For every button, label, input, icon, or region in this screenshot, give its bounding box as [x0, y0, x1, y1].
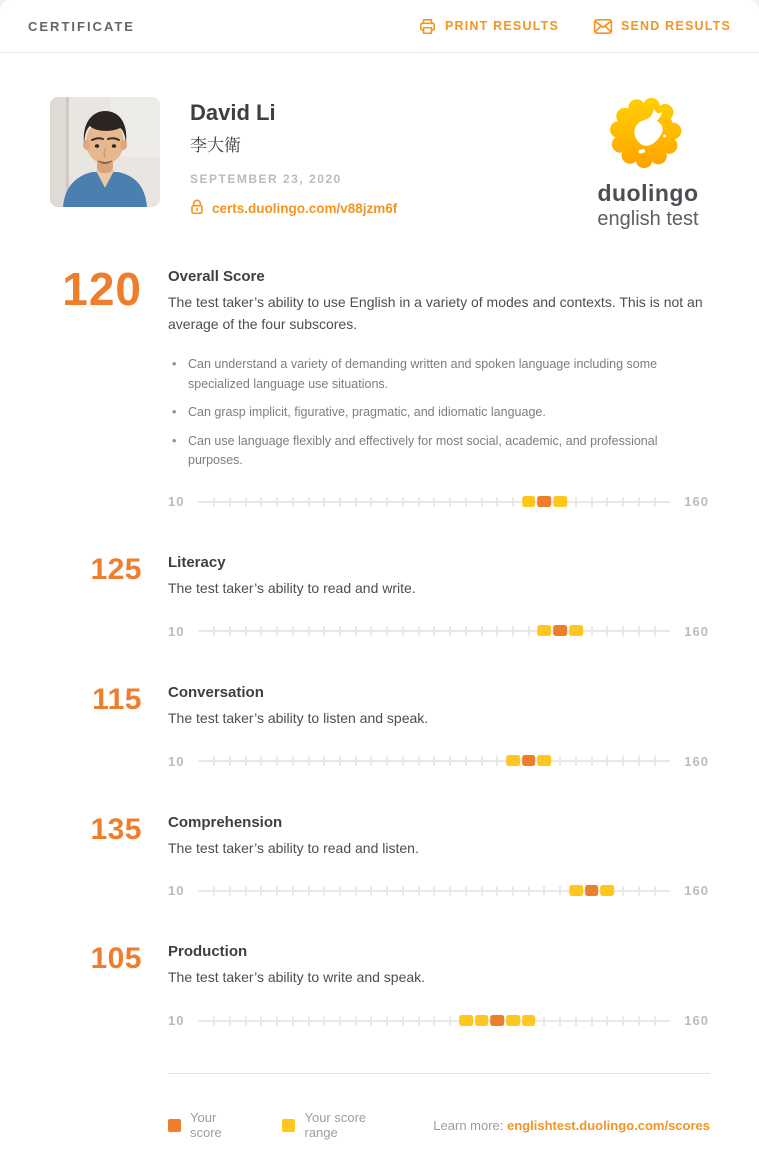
score-range-marker [569, 885, 583, 896]
scale-tick [213, 1016, 215, 1026]
scale-tick [418, 886, 420, 896]
score-marker [585, 885, 599, 896]
scale-tick [654, 1016, 656, 1026]
scale-tick [638, 626, 640, 636]
test-date: SEPTEMBER 23, 2020 [190, 172, 342, 186]
legend-your-score-range [282, 1110, 401, 1140]
scale-tick [260, 626, 262, 636]
scale-tick [276, 497, 278, 507]
scale-tick [591, 1016, 593, 1026]
scale-tick [402, 756, 404, 766]
scale-tick [229, 886, 231, 896]
orange-swatch-icon [168, 1119, 181, 1132]
scale-tick [449, 626, 451, 636]
scale-tick [449, 756, 451, 766]
scale-tick [654, 886, 656, 896]
scale-tick [229, 497, 231, 507]
scale-track [198, 496, 670, 508]
scale-tick [355, 1016, 357, 1026]
score-marker [522, 755, 536, 766]
scale-tick [276, 626, 278, 636]
scale-tick [370, 626, 372, 636]
printer-icon [418, 17, 437, 36]
your-score-range-label: Your score range [304, 1110, 367, 1140]
scale-tick [528, 886, 530, 896]
scale-tick [433, 756, 435, 766]
scale-tick [575, 756, 577, 766]
scale-min-label: 10 [168, 1013, 185, 1028]
scale-tick [481, 886, 483, 896]
learn-more-link[interactable]: englishtest.duolingo.com/scores [507, 1117, 710, 1133]
scale-tick [323, 497, 325, 507]
scale-tick [606, 626, 608, 636]
scale-tick [638, 497, 640, 507]
scale-tick [370, 756, 372, 766]
scale-tick [575, 1016, 577, 1026]
scale-min-label: 10 [168, 883, 185, 899]
scale-tick [308, 1016, 310, 1026]
scale-tick [559, 886, 561, 896]
score-description: The test taker’s ability to listen and speak. [168, 709, 429, 726]
scale-tick [292, 886, 294, 896]
scale-tick [465, 756, 467, 766]
score-sections [0, 218, 759, 1028]
score-section [50, 684, 709, 769]
scale-tick [323, 1016, 325, 1026]
score-marker [538, 496, 552, 507]
scale-tick [418, 497, 420, 507]
scale-tick [512, 626, 514, 636]
score-description: The test taker’s ability to read and listen. [168, 839, 419, 856]
scale-tick [213, 756, 215, 766]
score-range-marker [522, 496, 536, 507]
scale-tick [229, 1016, 231, 1026]
scale-tick [543, 1016, 545, 1026]
scale-tick [323, 626, 325, 636]
scale-min-label: 10 [168, 494, 185, 510]
scale-tick [276, 756, 278, 766]
scale-tick [229, 626, 231, 636]
scale-tick [260, 756, 262, 766]
scale-tick [260, 1016, 262, 1026]
score-bullet: • Can grasp implicit, figurative, pragmatic, and idiomatic language. [172, 403, 709, 422]
profile-info [190, 97, 397, 218]
score-scale [168, 754, 709, 769]
score-description: The test taker’s ability to write and speak. [168, 969, 426, 986]
score-description: The test taker’s ability to use English in a variety of modes and contexts. This is not an average of the four subscores. [168, 294, 703, 332]
score-range-marker [538, 625, 552, 636]
score-body [168, 554, 709, 639]
scale-tick [355, 626, 357, 636]
scale-tick [213, 886, 215, 896]
scale-tick [355, 756, 357, 766]
scale-tick [559, 756, 561, 766]
scale-tick [386, 1016, 388, 1026]
profile-section [0, 53, 759, 230]
send-results-button[interactable] [593, 18, 731, 35]
scale-min-label: 10 [168, 623, 185, 639]
test-taker-name: David Li [190, 100, 276, 125]
legend-your-score [168, 1110, 250, 1140]
scale-tick [245, 497, 247, 507]
score-scale [168, 624, 709, 639]
scale-tick [245, 886, 247, 896]
scale-tick [559, 1016, 561, 1026]
scale-max-label: 160 [684, 623, 709, 639]
scale-tick [386, 886, 388, 896]
scale-tick [370, 497, 372, 507]
scale-tick [433, 886, 435, 896]
scale-min-label: 10 [168, 753, 185, 769]
brand-block [583, 91, 713, 231]
scale-tick [276, 886, 278, 896]
footer [168, 1073, 710, 1140]
scale-tick [308, 756, 310, 766]
scale-track [198, 625, 670, 637]
print-results-button[interactable] [418, 17, 559, 36]
score-section [50, 554, 709, 639]
scale-tick [622, 886, 624, 896]
test-taker-native-name: 李大衛 [190, 136, 241, 155]
scale-tick [433, 626, 435, 636]
scale-tick [323, 756, 325, 766]
scale-tick [433, 1016, 435, 1026]
scale-tick [402, 626, 404, 636]
scale-tick [339, 1016, 341, 1026]
scale-tick [528, 626, 530, 636]
duolingo-badge-icon [608, 91, 688, 176]
scale-tick [402, 1016, 404, 1026]
scale-tick [638, 1016, 640, 1026]
scale-tick [622, 756, 624, 766]
scale-tick [308, 886, 310, 896]
scale-tick [512, 886, 514, 896]
scale-tick [245, 756, 247, 766]
scale-tick [654, 756, 656, 766]
scale-tick [481, 756, 483, 766]
scale-tick [512, 497, 514, 507]
score-number: 115 [92, 682, 142, 716]
certificate-url-link[interactable] [190, 199, 397, 218]
scale-tick [339, 626, 341, 636]
scale-tick [245, 626, 247, 636]
scale-tick [276, 1016, 278, 1026]
scale-tick [591, 497, 593, 507]
scale-tick [292, 1016, 294, 1026]
scale-max-label: 160 [684, 753, 709, 769]
scale-tick [260, 497, 262, 507]
scale-max-label: 160 [684, 1013, 709, 1028]
score-description: The test taker’s ability to read and write. [168, 580, 416, 597]
send-results-label: SEND RESULTS [620, 19, 731, 33]
scale-tick [260, 886, 262, 896]
learn-more [433, 1118, 710, 1133]
score-section [50, 263, 709, 510]
scale-tick [339, 756, 341, 766]
score-body [168, 684, 709, 769]
scale-tick [323, 886, 325, 896]
score-body [168, 814, 709, 899]
scale-tick [481, 626, 483, 636]
scale-tick [229, 756, 231, 766]
score-number: 125 [90, 553, 142, 587]
scale-tick [386, 626, 388, 636]
scale-tick [622, 1016, 624, 1026]
envelope-icon [593, 18, 613, 35]
score-number: 120 [62, 263, 142, 315]
scale-tick [213, 497, 215, 507]
profile-photo [50, 97, 160, 207]
score-range-marker [569, 625, 583, 636]
scale-tick [370, 886, 372, 896]
scale-tick [449, 497, 451, 507]
your-score-label: Your score [190, 1110, 222, 1140]
scale-tick [292, 626, 294, 636]
score-title: Overall Score [168, 268, 265, 285]
scale-tick [465, 497, 467, 507]
scale-tick [370, 1016, 372, 1026]
duolingo-wordmark: duolingo [597, 180, 699, 206]
score-section [50, 943, 709, 1028]
score-bullet: • Can understand a variety of demanding written and spoken language including some specialized language use situations. [172, 355, 709, 394]
scale-tick [496, 626, 498, 636]
scale-max-label: 160 [684, 883, 709, 899]
score-range-marker [553, 496, 567, 507]
scale-tick [496, 756, 498, 766]
score-range-marker [538, 755, 552, 766]
score-bullets [172, 355, 709, 470]
scale-tick [606, 756, 608, 766]
scale-track [198, 885, 670, 897]
scale-track [198, 1015, 670, 1027]
scale-tick [622, 497, 624, 507]
english-test-label: english test [597, 208, 699, 230]
scale-tick [355, 497, 357, 507]
scale-tick [213, 626, 215, 636]
scale-tick [622, 626, 624, 636]
scale-tick [543, 886, 545, 896]
scale-tick [481, 497, 483, 507]
scale-tick [638, 886, 640, 896]
scale-tick [339, 886, 341, 896]
scale-tick [465, 886, 467, 896]
certificate-url: certs.duolingo.com/v88jzm6f [212, 201, 398, 216]
score-scale [168, 494, 709, 509]
score-number: 105 [90, 942, 142, 976]
scale-tick [308, 626, 310, 636]
scale-tick [606, 1016, 608, 1026]
scale-tick [654, 626, 656, 636]
scale-tick [386, 497, 388, 507]
scale-tick [292, 756, 294, 766]
score-range-marker [601, 885, 615, 896]
scale-tick [575, 497, 577, 507]
score-section [50, 814, 709, 899]
scale-tick [402, 497, 404, 507]
scale-tick [418, 756, 420, 766]
score-number: 135 [90, 812, 142, 846]
scale-tick [449, 886, 451, 896]
score-scale [168, 883, 709, 898]
header [0, 0, 759, 53]
legend [168, 1110, 710, 1140]
scale-tick [418, 1016, 420, 1026]
scale-tick [418, 626, 420, 636]
lock-icon [190, 199, 204, 218]
score-body [168, 943, 709, 1028]
scale-tick [606, 497, 608, 507]
scale-tick [591, 626, 593, 636]
scale-tick [339, 497, 341, 507]
score-title: Comprehension [168, 813, 283, 831]
print-results-label: PRINT RESULTS [445, 19, 559, 33]
scale-tick [654, 497, 656, 507]
scale-tick [591, 756, 593, 766]
score-range-marker [506, 755, 520, 766]
score-title: Literacy [168, 554, 226, 572]
scale-max-label: 160 [684, 494, 709, 510]
scale-tick [355, 886, 357, 896]
scale-tick [402, 886, 404, 896]
scale-tick [465, 626, 467, 636]
score-scale [168, 1013, 709, 1028]
scale-tick [496, 497, 498, 507]
score-body [168, 268, 709, 509]
scale-track [198, 755, 670, 767]
score-marker [553, 625, 567, 636]
scale-tick [245, 1016, 247, 1026]
scale-tick [496, 886, 498, 896]
learn-more-label: Learn more: [433, 1117, 504, 1133]
scale-tick [386, 756, 388, 766]
scale-tick [433, 497, 435, 507]
score-bullet: • Can use language flexibly and effectively for most social, academic, and professional purposes. [172, 432, 709, 471]
yellow-swatch-icon [282, 1119, 295, 1132]
score-title: Production [168, 943, 248, 961]
score-title: Conversation [168, 683, 264, 701]
page-title: CERTIFICATE [28, 18, 135, 34]
scale-tick [638, 756, 640, 766]
scale-tick [292, 497, 294, 507]
header-actions [418, 17, 731, 36]
scale-tick [449, 1016, 451, 1026]
scale-tick [308, 497, 310, 507]
